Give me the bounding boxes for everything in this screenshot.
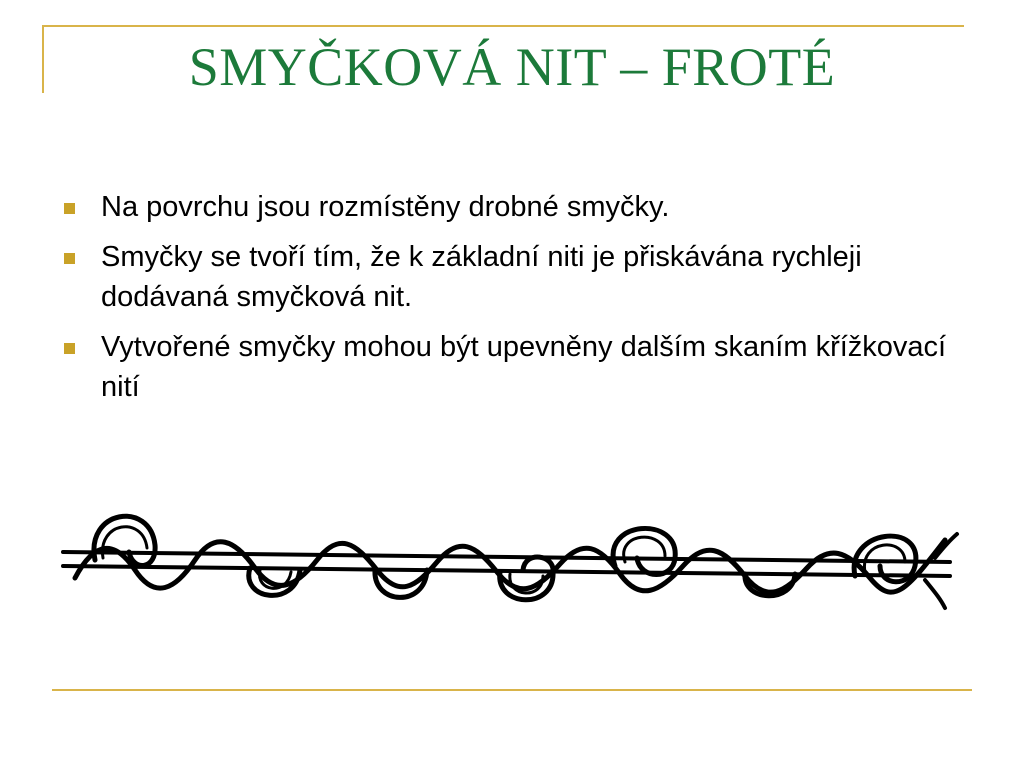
bullet-item [62,187,962,227]
square-bullet-icon [64,203,75,214]
looped-yarn-icon [55,500,965,620]
bullet-text: Na povrchu jsou rozmístěny drobné smyčky. [101,191,670,223]
bullet-item [62,327,962,407]
slide-title: SMYČKOVÁ NIT – FROTÉ [188,37,836,97]
square-bullet-icon [64,343,75,354]
bullet-text: Smyčky se tvoří tím, že k základní niti je přiskávána rychleji dodávaná smyčková nit. [101,241,862,313]
frame-top-line [42,25,964,27]
bullet-item [62,237,962,317]
bullet-list [62,187,962,417]
square-bullet-icon [64,253,75,264]
frame-bottom-line [52,689,972,691]
bullet-text: Vytvořené smyčky mohou být upevněny dalším skaním křížkovací nití [101,331,947,403]
